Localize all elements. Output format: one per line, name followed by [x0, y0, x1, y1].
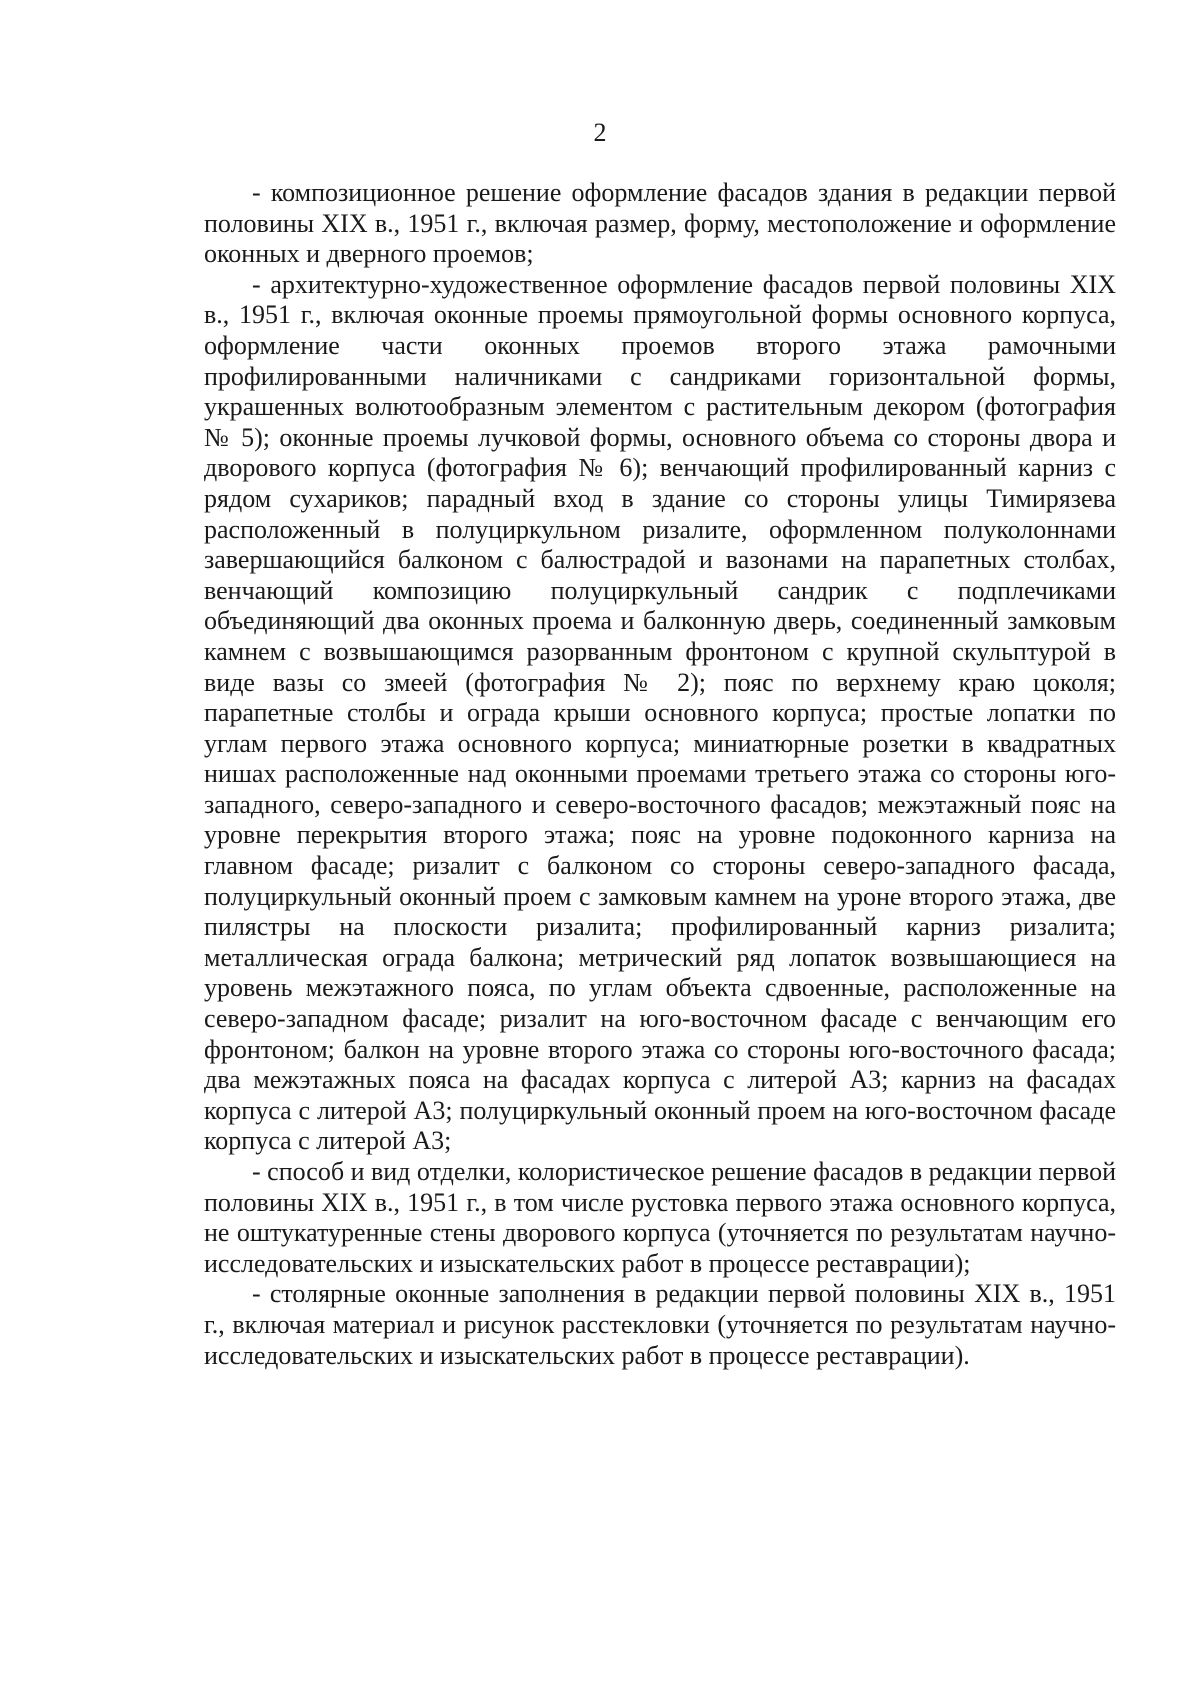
paragraph-finishing: - способ и вид отделки, колористическое решение фасадов в редакции первой половины XIX в., 1951 г., в том числе рустовка первого этажа основного корпуса, не оштукатуренные стены дворового корпуса (уточняется по результатам научно-исследовательских и изыскательских работ в процессе реставрации); [204, 1157, 1116, 1278]
paragraph-composition: - композиционное решение оформление фасадов здания в редакции первой половины XIX в., 1951 г., включая размер, форму, местоположение и оформление оконных и дверного проемов; [204, 178, 1116, 269]
paragraph-architectural-decoration: - архитектурно-художественное оформление фасадов первой половины XIX в., 1951 г., включая оконные проемы прямоугольной формы основного корпуса, оформление части оконных проемов второго этажа рамочными профилированными наличниками с сандриками горизонтальной формы, украшенных волютообразным элементом с растительным декором (фотография № 5); оконные проемы лучковой формы, основного объема со стороны двора и дворового корпуса (фотография № 6); венчающий профилированный карниз с рядом сухариков; парадный вход в здание со стороны улицы Тимирязева расположенный в полуциркульном ризалите, оформленном полуколоннами завершающийся балконом с балюстрадой и вазонами на парапетных столбах, венчающий композицию полуциркульный сандрик с подплечиками объединяющий два оконных проема и балконную дверь, соединенный замковым камнем с возвышающимся разорванным фронтоном с крупной скульптурой в виде вазы со змеей (фотография № 2); пояс по верхнему краю цоколя; парапетные столбы и ограда крыши основного корпуса; простые лопатки по углам первого этажа основного корпуса; миниатюрные розетки в квадратных нишах расположенные над оконными проемами третьего этажа со стороны юго-западного, северо-западного и северо-восточного фасадов; межэтажный пояс на уровне перекрытия второго этажа; пояс на уровне подоконного карниза на главном фасаде; ризалит с балконом со стороны северо-западного фасада, полуциркульный оконный проем с замковым камнем на уроне второго этажа, две пилястры на плоскости ризалита; профилированный карниз ризалита; металлическая ограда балкона; метрический ряд лопаток возвышающиеся на уровень межэтажного пояса, по углам объекта сдвоенные, расположенные на северо-западном фасаде; ризалит на юго-восточном фасаде с венчающим его фронтоном; балкон на уровне второго этажа со стороны юго-восточного фасада; два межэтажных пояса на фасадах корпуса с литерой А3; карниз на фасадах корпуса с литерой А3; полуциркульный оконный проем на юго-восточном фасаде корпуса с литерой А3; [204, 269, 1116, 1156]
page-number: 2 [593, 118, 607, 147]
document-body [204, 178, 1116, 1371]
paragraph-window-fillings: - столярные оконные заполнения в редакции первой половины XIX в., 1951 г., включая материал и рисунок расстекловки (уточняется по результатам научно-исследовательских и изыскательских работ в процессе реставрации). [204, 1279, 1116, 1370]
